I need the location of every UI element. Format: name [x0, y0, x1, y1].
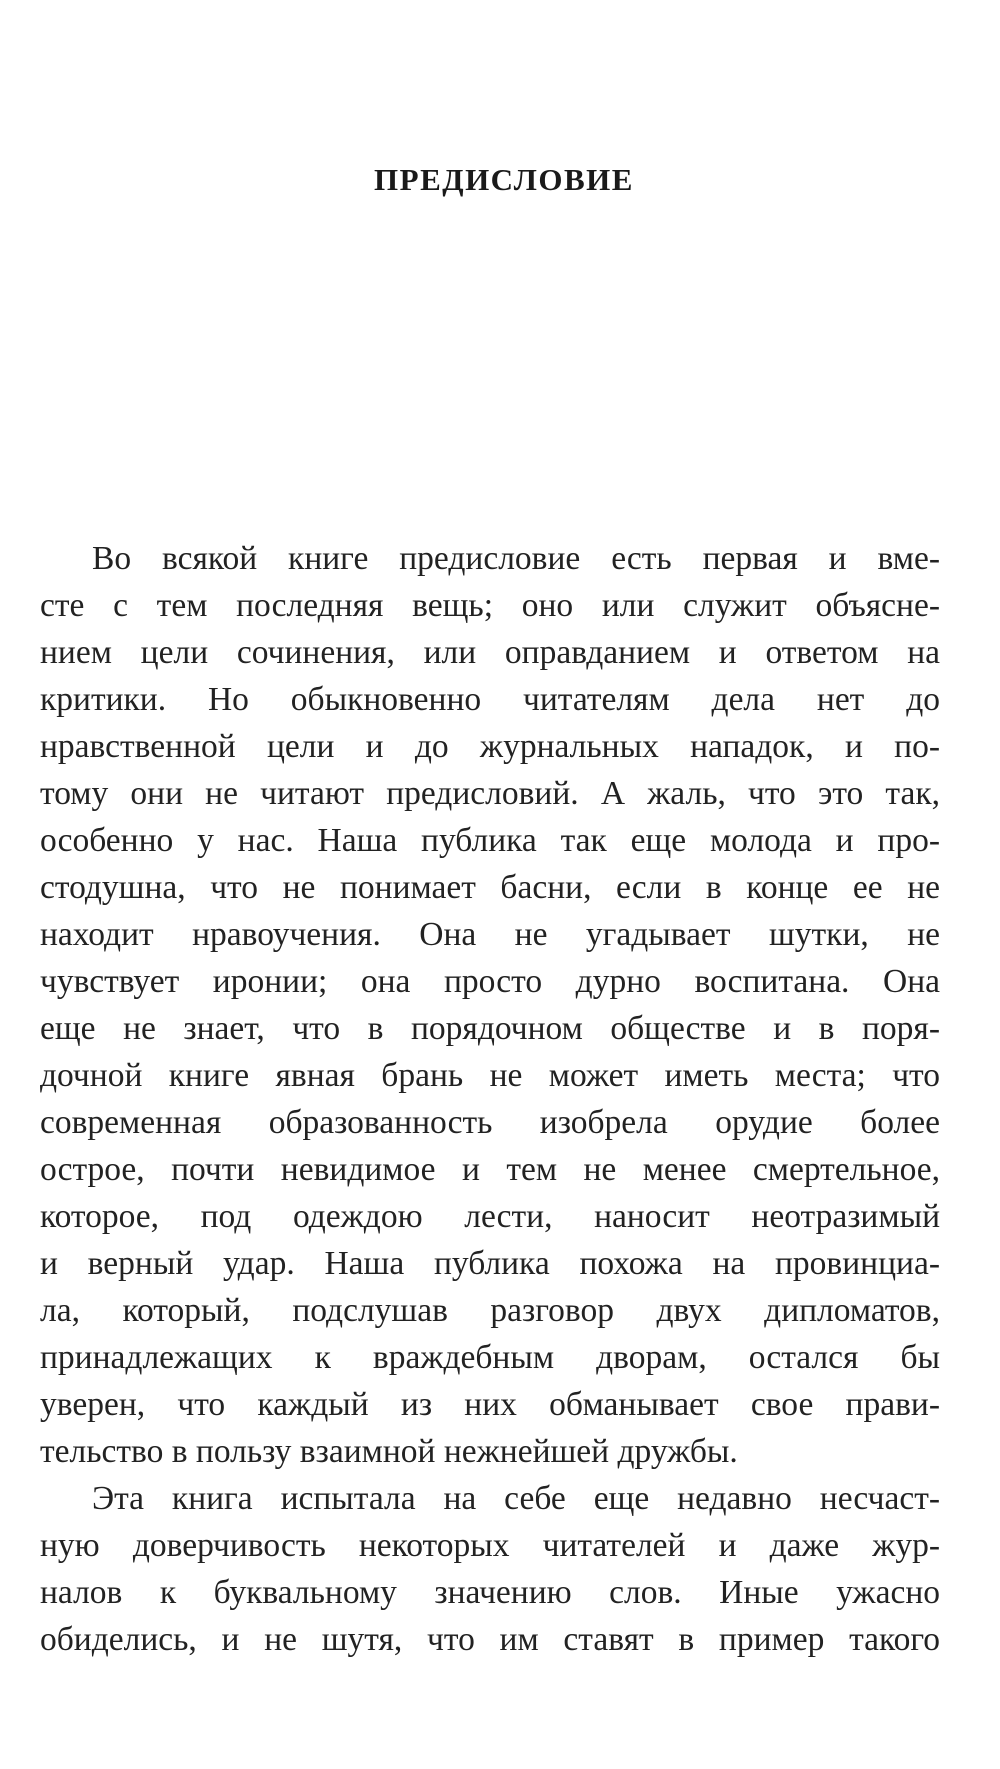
text-line: особенно у нас. Наша публика так еще молода и про- [40, 822, 940, 859]
text-line: сте с тем последняя вещь; оно или служит объясне- [40, 587, 940, 624]
text-line: нравственной цели и до журнальных нападок, и по- [40, 728, 940, 765]
paragraph-1 [40, 535, 940, 1475]
text-line: Эта книга испытала на себе еще недавно несчаст- [92, 1480, 940, 1517]
text-line: находит нравоучения. Она не угадывает шутки, не [40, 916, 940, 953]
body-text [40, 535, 940, 1663]
text-line: ную доверчивость некоторых читателей и даже жур- [40, 1527, 940, 1564]
text-line: современная образованность изобрела орудие более [40, 1104, 940, 1141]
text-line: уверен, что каждый из них обманывает свое прави- [40, 1386, 940, 1423]
text-line: тельство в пользу взаимной нежнейшей дружбы. [40, 1433, 738, 1470]
text-line: тому они не читают предисловий. А жаль, что это так, [40, 775, 940, 812]
text-line: которое, под одеждою лести, наносит неотразимый [40, 1198, 940, 1235]
text-line: острое, почти невидимое и тем не менее смертельное, [40, 1151, 940, 1188]
text-line: и верный удар. Наша публика похожа на провинциа- [40, 1245, 940, 1282]
text-line: Во всякой книге предисловие есть первая и вме- [92, 540, 940, 577]
text-line: обиделись, и не шутя, что им ставят в пример такого [40, 1621, 940, 1658]
text-line: принадлежащих к враждебным дворам, остался бы [40, 1339, 940, 1376]
text-line: стодушна, что не понимает басни, если в конце ее не [40, 869, 940, 906]
paragraph-2 [40, 1475, 940, 1663]
page-title: ПРЕДИСЛОВИЕ [374, 162, 634, 197]
text-line: критики. Но обыкновенно читателям дела нет до [40, 681, 940, 718]
text-line: нием цели сочинения, или оправданием и ответом на [40, 634, 940, 671]
text-line: налов к буквальному значению слов. Иные ужасно [40, 1574, 940, 1611]
text-line: чувствует иронии; она просто дурно воспитана. Она [40, 963, 940, 1000]
text-line: еще не знает, что в порядочном обществе и в поря- [40, 1010, 940, 1047]
text-line: дочной книге явная брань не может иметь места; что [40, 1057, 940, 1094]
text-line: ла, который, подслушав разговор двух дипломатов, [40, 1292, 940, 1329]
